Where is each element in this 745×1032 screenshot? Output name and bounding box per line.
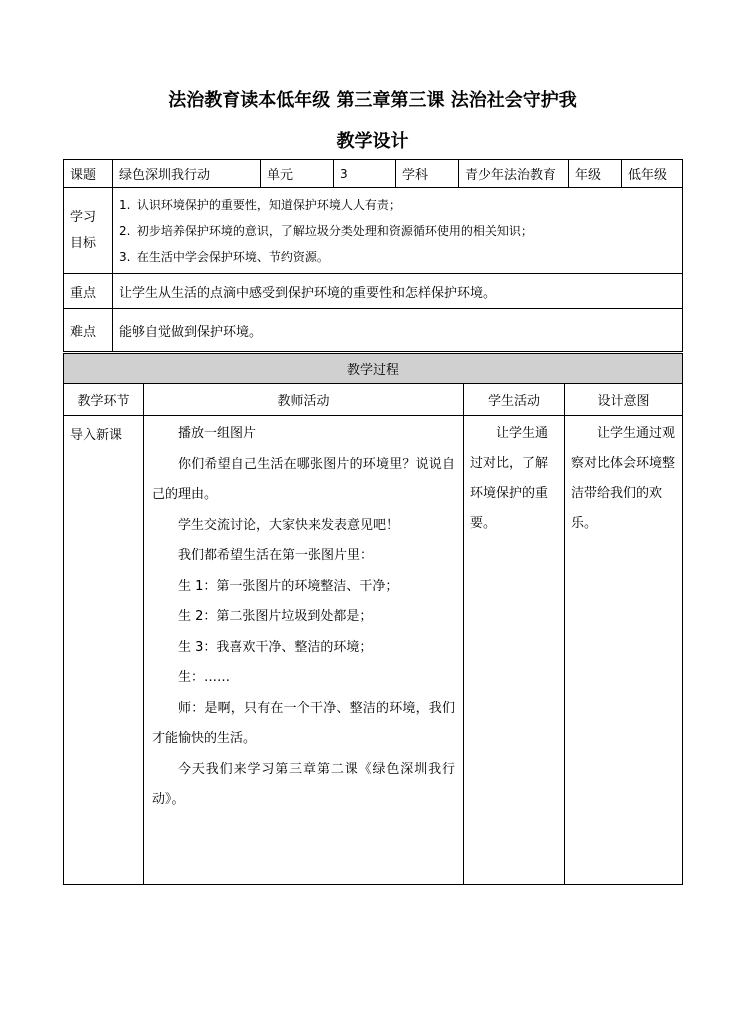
info-row-key bbox=[64, 274, 683, 309]
label-unit: 单元 bbox=[261, 160, 334, 188]
info-row-difficult bbox=[64, 309, 683, 352]
topic-value: 绿色深圳我行动 bbox=[113, 160, 261, 188]
label-objectives-line2: 目标 bbox=[70, 235, 97, 251]
col-header-teacher: 教师活动 bbox=[144, 384, 464, 416]
process-section-title: 教学过程 bbox=[64, 354, 683, 384]
document-title: 法治教育读本低年级 第三章第三课 法治社会守护我 bbox=[168, 90, 577, 111]
grade-value: 低年级 bbox=[622, 160, 683, 188]
info-row-objectives bbox=[64, 188, 683, 274]
student-activity-cell bbox=[464, 416, 565, 885]
col-header-intent: 设计意图 bbox=[565, 384, 683, 416]
label-objectives bbox=[64, 188, 113, 274]
objective-item: 3. 在生活中学会保护环境、节约资源。 bbox=[119, 249, 329, 264]
label-subject: 学科 bbox=[396, 160, 459, 188]
info-row-topic bbox=[64, 160, 683, 188]
label-grade: 年级 bbox=[569, 160, 622, 188]
teacher-line: 我们都希望生活在第一张图片里： bbox=[178, 548, 374, 563]
teaching-process-table bbox=[63, 353, 683, 885]
design-intent-cell bbox=[565, 416, 683, 885]
design-intent-text: 让学生通过观察对比体会环境整洁带给我们的欢乐。 bbox=[571, 426, 676, 531]
process-column-headers bbox=[64, 384, 683, 416]
label-key-point: 重点 bbox=[64, 274, 113, 309]
objective-item: 2. 初步培养保护环境的意识，了解垃圾分类处理和资源循环使用的相关知识； bbox=[119, 223, 533, 238]
teacher-line: 生 1：第一张图片的环境整洁、干净； bbox=[178, 578, 399, 594]
label-difficult-point: 难点 bbox=[64, 309, 113, 352]
teacher-line: 你们希望自己生活在哪张图片的环境里？说说自己的理由。 bbox=[152, 456, 455, 502]
document-subtitle: 教学设计 bbox=[336, 131, 409, 152]
objective-item: 1. 认识环境保护的重要性，知道保护环境人人有责； bbox=[119, 197, 401, 212]
teacher-line: 生 3：我喜欢干净、整洁的环境； bbox=[178, 639, 373, 655]
col-header-student: 学生活动 bbox=[464, 384, 565, 416]
teacher-line: 师：是啊，只有在一个干净、整洁的环境，我们才能愉快的生活。 bbox=[152, 700, 455, 746]
col-header-stage: 教学环节 bbox=[64, 384, 144, 416]
label-objectives-line1: 学习 bbox=[70, 209, 97, 225]
teacher-line: 播放一组图片 bbox=[178, 426, 257, 441]
teacher-line: 学生交流讨论，大家快来发表意见吧！ bbox=[178, 517, 400, 533]
label-topic: 课题 bbox=[64, 160, 113, 188]
process-row-intro bbox=[64, 416, 683, 885]
unit-value: 3 bbox=[334, 160, 396, 188]
teacher-line: 生：…… bbox=[178, 670, 231, 685]
subject-value: 青少年法治教育 bbox=[459, 160, 569, 188]
stage-cell: 导入新课 bbox=[64, 416, 144, 885]
teacher-line: 生 2：第二张图片垃圾到处都是； bbox=[178, 609, 373, 624]
objectives-list bbox=[113, 188, 683, 274]
process-header-row bbox=[64, 354, 683, 384]
key-point-value: 让学生从生活的点滴中感受到保护环境的重要性和怎样保护环境。 bbox=[113, 274, 683, 309]
difficult-point-value: 能够自觉做到保护环境。 bbox=[113, 309, 683, 352]
teacher-activity-cell bbox=[144, 416, 464, 885]
student-activity-text: 让学生通过对比，了解环境保护的重要。 bbox=[470, 426, 549, 531]
lesson-info-table bbox=[63, 159, 683, 352]
teacher-line: 今天我们来学习第三章第二课《绿色深圳我行动》。 bbox=[152, 761, 455, 807]
